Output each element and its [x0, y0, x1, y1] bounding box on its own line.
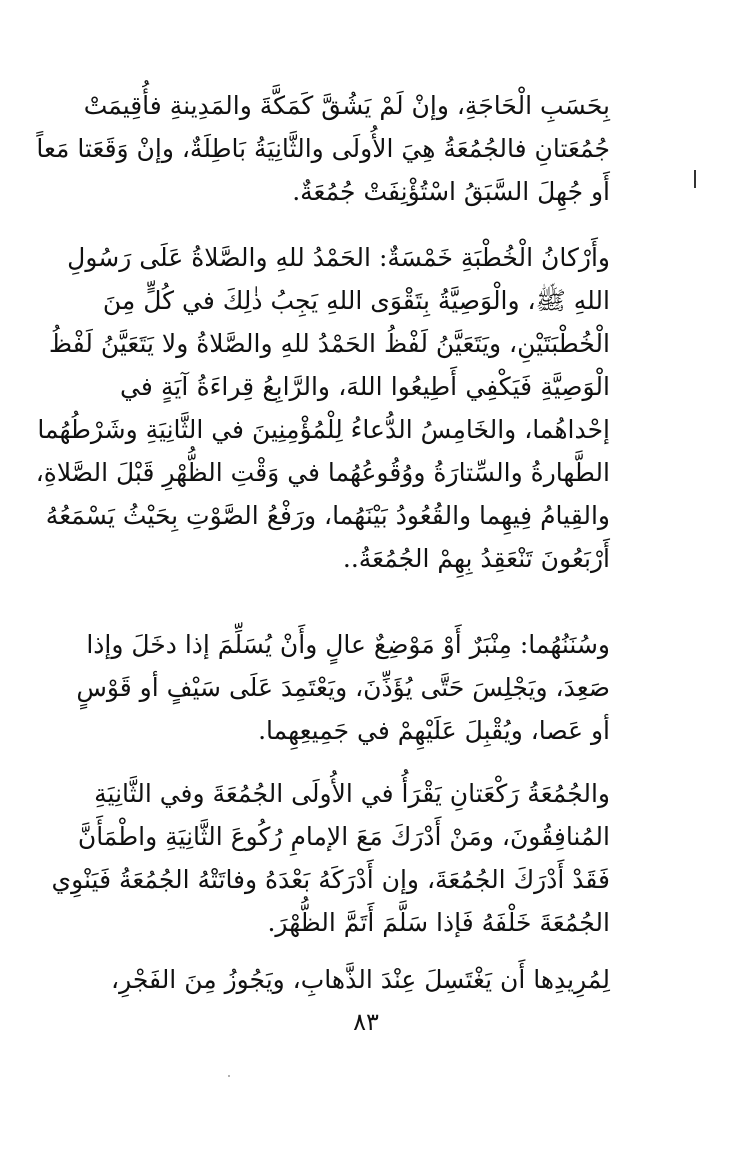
text-line: إحْداهُما، والخَامِسُ الدُّعاءُ لِلْمُؤْمِنِينَ في الثَّانِيَةِ وشَرْطُهُما: [37, 415, 610, 444]
text-line: بِحَسَبِ الْحَاجَةِ، وإنْ لَمْ يَشُقَّ كَمَكَّةَ والمَدِينةِ فأُقِيمَتْ: [83, 91, 610, 120]
text-line: فَقَدْ أَدْرَكَ الجُمُعَةَ، وإن أَدْرَكَهُ بَعْدَهُ وفاتَتْهُ الجُمُعَةُ فَيَنْوِي: [51, 865, 610, 894]
text-line: وسُنَنُهُما: مِنْبَرٌ أَوْ مَوْضِعٌ عالٍ وأَنْ يُسَلِّمَ إذا دخَلَ وإذا: [86, 630, 610, 659]
paragraph-2: [35, 236, 610, 580]
text-line: اللهِ ﷺ، والْوَصِيَّةُ بِتَقْوَى اللهِ يَجِبُ ذٰلِكَ في كُلٍّ مِنَ: [102, 286, 610, 315]
text-line: لِمُرِيدِها أَن يَغْتَسِلَ عِنْدَ الذَّهابِ، ويَجُوزُ مِنَ الفَجْرِ،: [111, 965, 610, 994]
text-line: الطَّهارةُ والسِّتارَةُ ووُقُوعُهُما في وَقْتِ الظُّهْرِ قَبْلَ الصَّلاةِ،: [35, 458, 610, 487]
text-line: أو عَصا، ويُقْبِلَ عَلَيْهِمْ في جَمِيعِهِما.: [258, 716, 610, 745]
text-line: وأَرْكانُ الْخُطْبَةِ خَمْسَةٌ: الحَمْدُ للهِ والصَّلاةُ عَلَى رَسُولِ: [67, 243, 610, 272]
text-line: والجُمُعَةُ رَكْعَتانِ يَقْرَأُ في الأُولَى الجُمُعَةَ وفي الثَّانِيَةِ: [94, 779, 610, 808]
paragraph-1: [36, 84, 610, 213]
text-line: الْخُطْبَتَيْنِ، ويَتَعَيَّنُ لَفْظُ الحَمْدُ للهِ والصَّلاةُ ولا يَتَعَيَّنُ لَفْظُ: [48, 329, 610, 358]
text-line: أَرْبَعُونَ تَنْعَقِدُ بِهِمْ الجُمُعَةُ..: [342, 544, 610, 573]
text-line: جُمُعَتانِ فالجُمُعَةُ هِيَ الأُولَى والثَّانِيَةُ بَاطِلَةٌ، وإنْ وَقَعَتا مَعاً: [36, 134, 610, 163]
paragraph-5: [111, 958, 610, 1001]
paragraph-4: [51, 772, 610, 944]
text-line: الْوَصِيَّةِ فَيَكْفِي أَطِيعُوا اللهَ، والرَّابِعُ قِراءَةُ آيَةٍ في: [120, 372, 610, 401]
paper-speck: [228, 1075, 230, 1077]
text-line: أَو جُهِلَ السَّبَقُ اسْتُؤْنِفَتْ جُمُعَةٌ.: [292, 177, 610, 206]
text-line: المُنافِقُونَ، ومَنْ أَدْرَكَ مَعَ الإمامِ رُكُوعَ الثَّانِيَةِ واطْمَأَنَّ: [77, 822, 610, 851]
page-number: ٨٣: [353, 1008, 379, 1036]
paragraph-3: [76, 623, 610, 752]
text-line: صَعِدَ، ويَجْلِسَ حَتَّى يُؤَذِّنَ، ويَعْتَمِدَ عَلَى سَيْفٍ أو قَوْسٍ: [76, 673, 610, 702]
text-line: الجُمُعَةَ خَلْفَهُ فَإذا سَلَّمَ أَتَمَّ الظُّهْرَ.: [267, 908, 610, 937]
text-line: والقِيامُ فِيهِما والقُعُودُ بَيْنَهُما، ورَفْعُ الصَّوْتِ بِحَيْثُ يَسْمَعُهُ: [45, 501, 610, 530]
margin-mark: [694, 170, 696, 188]
